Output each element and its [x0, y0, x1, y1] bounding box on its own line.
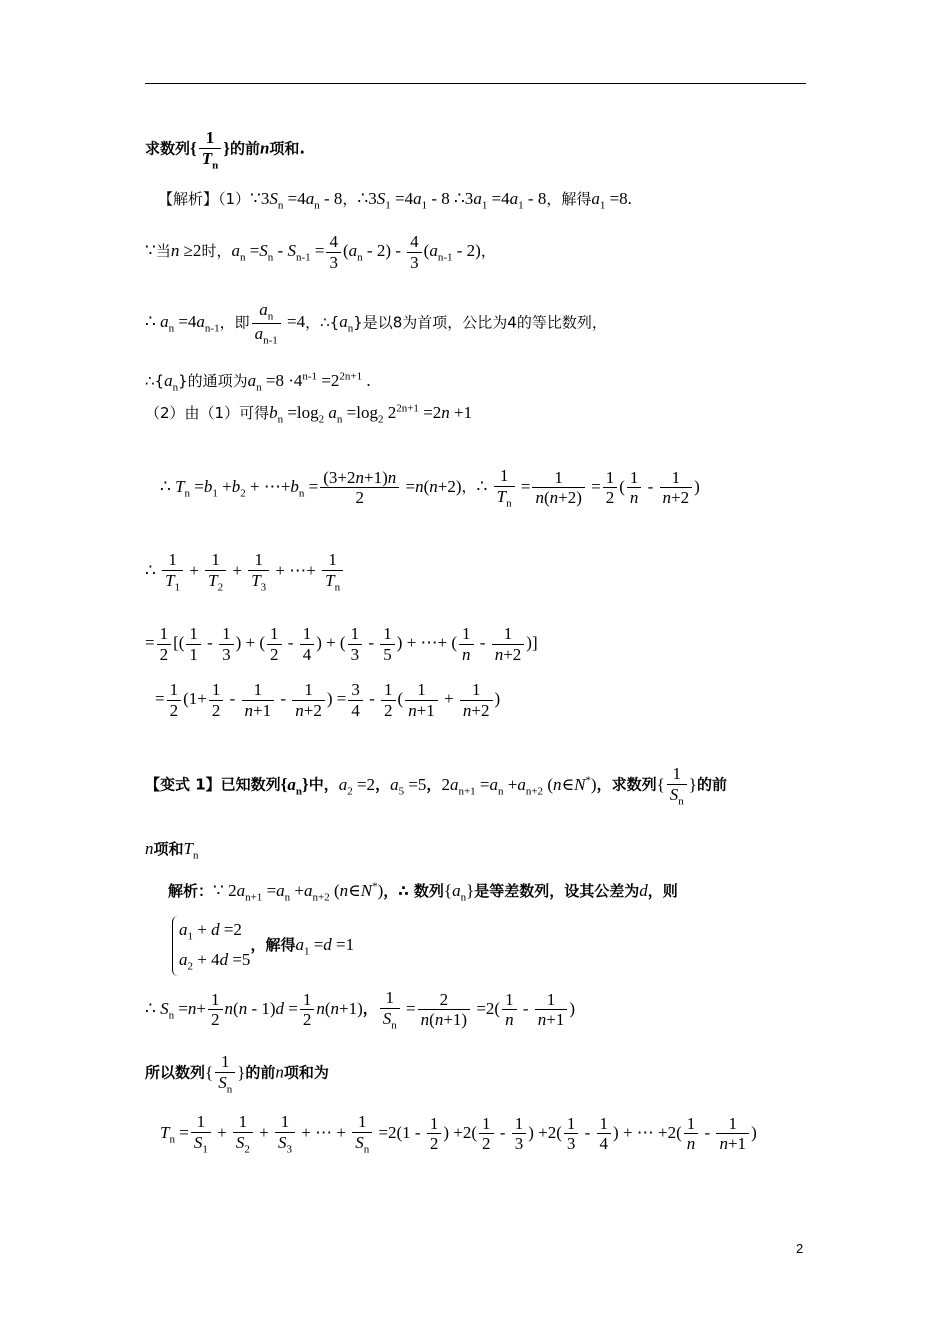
line-4: ∴ $a_n =4a_{n-1}$，即 $\frac{a_n}{a_{n-1}}$ =4，$\therefore\{a_n\}$是以8为首项，公比为4的等比数列， [145, 300, 607, 347]
line-16: 所以数列{ $\frac{1}{S_n}$ }的前n项和为 [145, 1052, 329, 1095]
line-5: $\therefore\{a_n\}$的通项为$a_n =8 \cdot 4^{n-1} =2^{2n+1}$ . [145, 370, 371, 394]
line-1: 求数列{ $\frac{1}{T_n}$ }的前n项和. [145, 128, 306, 171]
line-2: 【解析】$(1)\because 3S_n =4a_n - 8$，$\therefore 3S_1 =4a_1 - 8$ $\therefore 3a_1 =4a_1 - 8$，解得$a_1 =8$. [158, 189, 632, 212]
line-14: $a_1 + d =2$ $a_2 + 4d =5$ ，解得$a_1 =d =1$ [172, 916, 354, 976]
line-8: ∴ $\frac{1}{T_1}$ + $\frac{1}{T_2}$ + $\frac{1}{T_3}$ + ⋯+ $\frac{1}{T_n}$ [145, 550, 345, 594]
line-13: 解析：∵ $2a_{n+1} =a_n +a_{n+2}$ (n∈N*)，∴ 数列$\{a_n\}$是等差数列，设其公差为d，则 [168, 880, 678, 904]
header-rule [145, 83, 806, 84]
line-11: 【变式 1】已知数列$\{a_n\}$中，$a_2 =2$，$a_5 =5$，$2a_{n+1} =a_n +a_{n+2}$ (n∈N*)，求数列{ $\frac{1}{S_n}$ }的前 [145, 764, 727, 807]
line-15: ∴ $S_n =n+$ $\frac{1}{2}$ n(n - 1)d = $\frac{1}{2}$ n(n+1)， $\frac{1}{S_n}$ = $\frac{2}{n(n+1)}$ =2( $\frac{1}{n}$ - $\frac{1}{n+1}$ ) [145, 988, 575, 1031]
line-9: = $\frac{1}{2}$ [( $\frac{1}{1}$ - $\frac{1}{3}$ ) + ( $\frac{1}{2}$ - $\frac{1}{4}$ ) + ( $\frac{1}{3}$ - $\frac{1}{5}$ ) + ⋯+ ( $\frac{1}{n}$ - $\frac{1}{n+2}$ )] [145, 624, 538, 664]
line-12: n项和$T_n$ [145, 839, 199, 862]
line-7: ∴ $T_n =b_1 +b_2$ + $\cdots+b_n$ = $\frac{(3+2n+1)n}{2}$ =n(n+2)，∴ $\frac{1}{T_n}$ = $\frac{1}{n(n+2)}$ = $\frac{1}{2}$ ( $\frac{1}{n}$ - $\frac{1}{n+2}$ ) [160, 466, 700, 509]
line-6: （2）由（1）可得$b_n =\log_2$ $a_n =\log_2$ $2^{2n+1} =2n +1$ [145, 402, 473, 426]
page-number: 2 [796, 1241, 804, 1256]
line-17: $T_n$ = $\frac{1}{S_1}$ + $\frac{1}{S_2}$ + $\frac{1}{S_3}$ + ⋯ + $\frac{1}{S_n}$ =2(1 - $\frac{1}{2}$ ) +2( $\frac{1}{2}$ - $\frac{1}{3}$ ) +2( $\frac{1}{3}$ - $\frac{1}{4}$ ) + ⋯ +2( $\frac{1}{n}$ - $\frac{1}{n+1}$ ) [160, 1112, 757, 1155]
line-3: ∵当n ≥2时，$a_n =S_n - S_{n-1}$ = $\frac{4}{3}$ $(a_n - 2)$ - $\frac{4}{3}$ $(a_{n-1} - 2)$， [145, 232, 496, 272]
line-10: = $\frac{1}{2}$ (1+ $\frac{1}{2}$ - $\frac{1}{n+1}$ - $\frac{1}{n+2}$ ) = $\frac{3}{4}$ - $\frac{1}{2}$ ( $\frac{1}{n+1}$ + $\frac{1}{n+2}$ ) [155, 680, 501, 720]
